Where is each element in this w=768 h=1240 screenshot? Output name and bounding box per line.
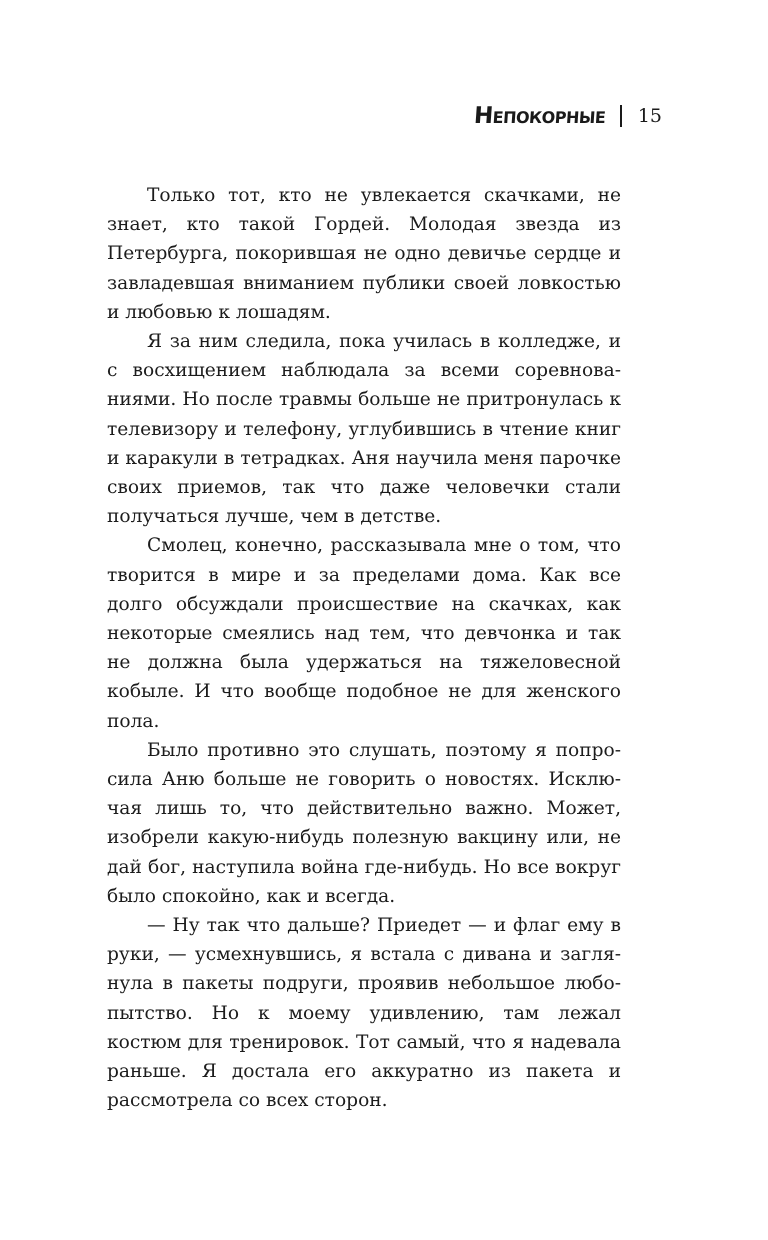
paragraph: Я за ним следила, пока училась в колледже, и с восхищением наблюдала за всеми соревнованиями. Но после травмы больше не притронулась к телевизору и телефону, углубившись в чтение книг и каракули в тетрадках. Аня научила меня парочке своих приемов, так что даже человечки стали получаться лучше, чем в детстве. xyxy=(107,331,621,528)
header-separator xyxy=(620,105,622,127)
paragraph: — Ну так что дальше? Приедет — и флаг ему в руки, — усмехнувшись, я встала с дивана и заглянула в пакеты подруги, проявив небольшое любопытство. Но к моему удивлению, там лежал костюм для тренировок. Тот самый, что я надевала раньше. Я достала его аккуратно из пакета и рассмотрела со всех сторон. xyxy=(107,915,621,1112)
book-title: Непокорные xyxy=(473,103,607,129)
paragraph: Было противно это слушать, поэтому я попросила Аню больше не говорить о новостях. Исключая лишь то, что действительно важно. Может, изобрели какую-нибудь полезную вакцину или, не дай бог, наступила война где-нибудь. Но все вокруг было спокойно, как и всегда. xyxy=(107,739,621,907)
page-number: 15 xyxy=(637,105,662,127)
paragraph: Смолец, конечно, рассказывала мне о том, что творится в мире и за пределами дома. Как все долго обсуждали происшествие на скачках, как некоторые смеялись над тем, что девчонка и так не должна была удержаться на тяжеловесной кобыле. И что вообще подобное не для женского пола. xyxy=(107,535,621,732)
paragraph: Только тот, кто не увлекается скачками, не знает, кто такой Гордей. Молодая звезда из Петербурга, покорившая не одно девичье сердце и завладевшая вниманием публики своей ловкостью и любовью к лошадям. xyxy=(107,185,621,323)
running-head xyxy=(0,96,662,136)
page-body xyxy=(107,181,621,1116)
